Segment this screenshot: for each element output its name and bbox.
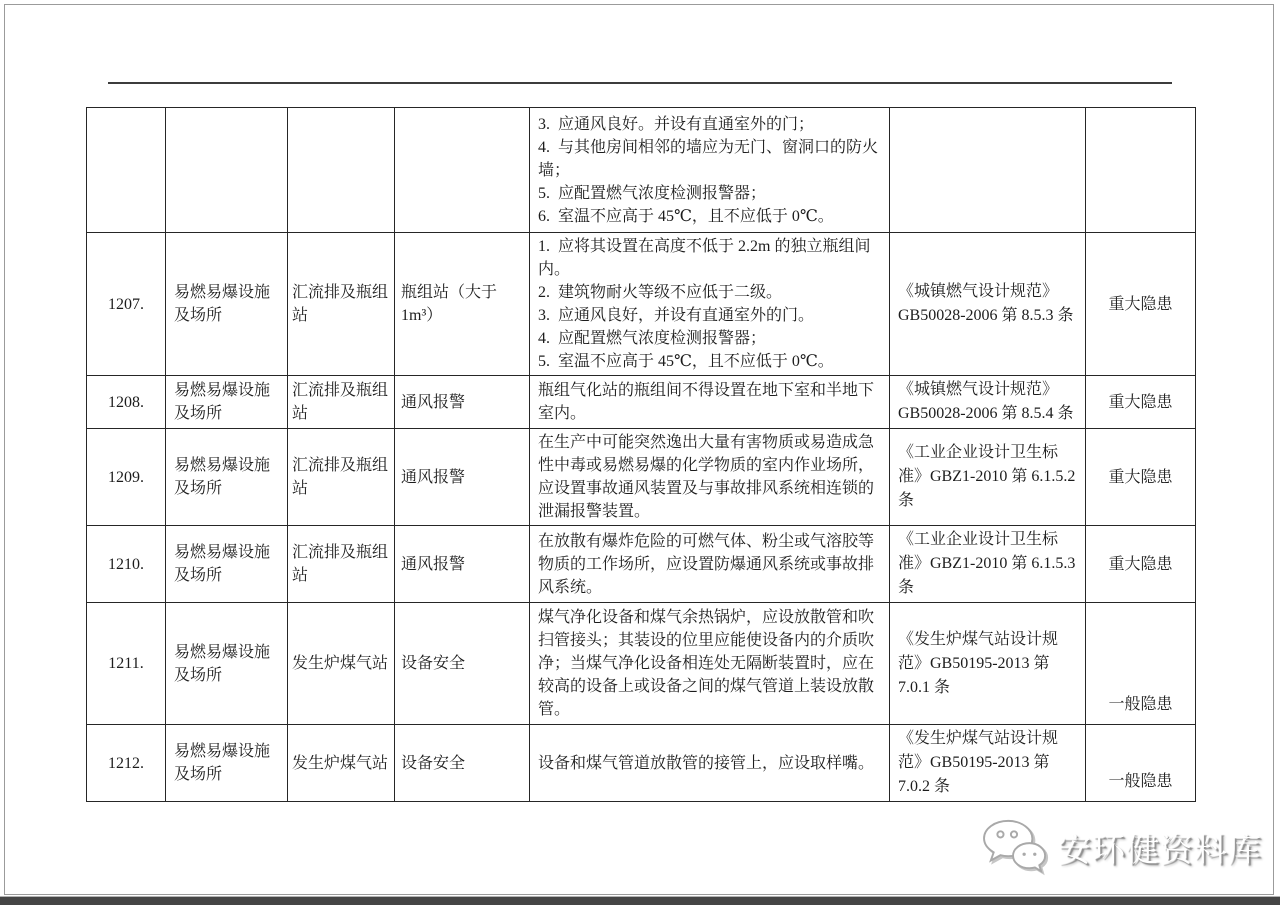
cell-number <box>87 108 166 233</box>
watermark <box>980 818 1262 876</box>
cell-category <box>166 108 288 233</box>
cell-standard <box>890 108 1086 233</box>
description-line: 4. 与其他房间相邻的墙应为无门、窗洞口的防火墙； <box>538 138 879 179</box>
bottom-bar <box>0 896 1280 905</box>
table-row <box>87 526 1196 603</box>
cell-number: 1208. <box>87 376 166 429</box>
cell-category: 易燃易爆设施及场所 <box>166 603 288 725</box>
cell-category: 易燃易爆设施及场所 <box>166 725 288 802</box>
cell-description <box>530 376 890 429</box>
cell-standard: 《工业企业设计卫生标准》GBZ1-2010 第 6.1.5.2 条 <box>890 429 1086 526</box>
wechat-icon <box>980 818 1048 876</box>
cell-description <box>530 526 890 603</box>
cell-subcategory <box>288 108 395 233</box>
description-line: 1. 应将其设置在高度不低于 2.2m 的独立瓶组间内。 <box>538 238 871 278</box>
table-row <box>87 725 1196 802</box>
description-line: 3. 应通风良好。并设有直通室外的门； <box>538 115 815 133</box>
cell-standard: 《发生炉煤气站设计规范》GB50195-2013 第 7.0.1 条 <box>890 603 1086 725</box>
cell-number: 1207. <box>87 233 166 376</box>
cell-hazard-level <box>1086 108 1196 233</box>
description-line: 设备和煤气管道放散管的接管上，应设取样嘴。 <box>538 754 875 772</box>
description-line: 瓶组气化站的瓶组间不得设置在地下室和半地下室内。 <box>538 382 875 422</box>
header-rule <box>108 82 1172 84</box>
cell-description <box>530 725 890 802</box>
cell-item: 通风报警 <box>395 526 530 603</box>
description-line: 4. 应配置燃气浓度检测报警器； <box>538 330 767 347</box>
table-row <box>87 603 1196 725</box>
table-row <box>87 108 1196 233</box>
cell-standard: 《工业企业设计卫生标准》GBZ1-2010 第 6.1.5.3 条 <box>890 526 1086 603</box>
table-row <box>87 429 1196 526</box>
watermark-label: 安环健资料库 <box>1058 832 1262 869</box>
hazard-table <box>86 107 1196 802</box>
description-line: 煤气净化设备和煤气余热锅炉，应设放散管和吹扫管接头；其装设的位里应能使设备内的介质吹净；当煤气净化设备相连处无隔断装置时，应在较高的设备上或设备之间的煤气管道上装设放散管。 <box>538 609 875 718</box>
description-line: 2. 建筑物耐火等级不应低于二级。 <box>538 284 783 301</box>
cell-standard: 《城镇燃气设计规范》GB50028-2006 第 8.5.3 条 <box>890 233 1086 376</box>
cell-subcategory: 汇流排及瓶组站 <box>288 526 395 603</box>
table-row <box>87 376 1196 429</box>
description-line: 6. 室温不应高于 45℃，且不应低于 0℃。 <box>538 207 834 225</box>
document-page <box>4 4 1274 895</box>
cell-description <box>530 603 890 725</box>
cell-item: 设备安全 <box>395 725 530 802</box>
cell-item: 通风报警 <box>395 376 530 429</box>
cell-category: 易燃易爆设施及场所 <box>166 429 288 526</box>
cell-number: 1210. <box>87 526 166 603</box>
description-line: 3. 应通风良好，并设有直通室外的门。 <box>538 307 815 324</box>
cell-number: 1212. <box>87 725 166 802</box>
cell-category: 易燃易爆设施及场所 <box>166 526 288 603</box>
cell-standard: 《发生炉煤气站设计规范》GB50195-2013 第 7.0.2 条 <box>890 725 1086 802</box>
cell-standard: 《城镇燃气设计规范》GB50028-2006 第 8.5.4 条 <box>890 376 1086 429</box>
cell-hazard-level: 一般隐患 <box>1086 725 1196 802</box>
cell-description <box>530 429 890 526</box>
cell-item: 瓶组站（大于 1m³） <box>395 233 530 376</box>
cell-item <box>395 108 530 233</box>
description-line: 在生产中可能突然逸出大量有害物质或易造成急性中毒或易燃易爆的化学物质的室内作业场所，应设置事故通风装置及与事故排风系统相连锁的泄漏报警装置。 <box>538 434 875 520</box>
cell-hazard-level: 重大隐患 <box>1086 233 1196 376</box>
cell-number: 1211. <box>87 603 166 725</box>
cell-hazard-level: 重大隐患 <box>1086 429 1196 526</box>
cell-subcategory: 发生炉煤气站 <box>288 603 395 725</box>
cell-item: 通风报警 <box>395 429 530 526</box>
cell-hazard-level: 一般隐患 <box>1086 603 1196 725</box>
cell-category: 易燃易爆设施及场所 <box>166 376 288 429</box>
cell-description <box>530 108 890 233</box>
cell-category: 易燃易爆设施及场所 <box>166 233 288 376</box>
cell-number: 1209. <box>87 429 166 526</box>
cell-subcategory: 汇流排及瓶组站 <box>288 429 395 526</box>
description-line: 5. 应配置燃气浓度检测报警器； <box>538 184 767 202</box>
cell-hazard-level: 重大隐患 <box>1086 526 1196 603</box>
cell-item: 设备安全 <box>395 603 530 725</box>
description-line: 5. 室温不应高于 45℃，且不应低于 0℃。 <box>538 353 834 370</box>
table-row <box>87 233 1196 376</box>
cell-subcategory: 汇流排及瓶组站 <box>288 233 395 376</box>
cell-subcategory: 汇流排及瓶组站 <box>288 376 395 429</box>
cell-hazard-level: 重大隐患 <box>1086 376 1196 429</box>
cell-subcategory: 发生炉煤气站 <box>288 725 395 802</box>
cell-description <box>530 233 890 376</box>
description-line: 在放散有爆炸危险的可燃气体、粉尘或气溶胶等物质的工作场所，应设置防爆通风系统或事故排风系统。 <box>538 532 875 596</box>
